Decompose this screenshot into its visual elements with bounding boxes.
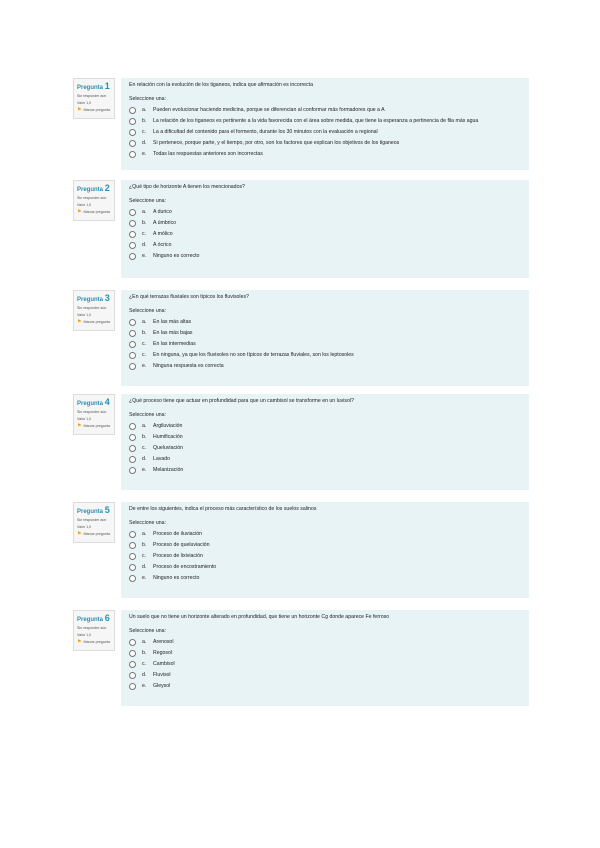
flag-question-link[interactable]: ⚑ Marcar pregunta (77, 423, 110, 430)
radio-button[interactable] (129, 231, 136, 238)
flag-icon: ⚑ (77, 639, 82, 646)
flag-question-link[interactable]: ⚑ Marcar pregunta (77, 209, 110, 216)
answer-option[interactable] (129, 423, 521, 430)
question-info (73, 394, 115, 435)
question-score: Valor 1,0 (77, 632, 92, 637)
option-text: Ninguna respuesta es correcta (153, 363, 224, 369)
answer-option[interactable] (129, 531, 521, 538)
question-status: Sin responder aún (77, 196, 107, 200)
option-text: En las más altas (153, 319, 192, 325)
option-letter: c. (142, 661, 147, 667)
option-text: Ninguno es correcto (153, 253, 200, 259)
option-letter: c. (142, 445, 147, 451)
radio-button[interactable] (129, 639, 136, 646)
question-text: En relación con la evolución de los tiganeos, indica que afirmación es incorrecta (129, 82, 313, 88)
question-score: Valor 1,0 (77, 416, 92, 421)
question-info (73, 290, 115, 331)
option-letter: e. (142, 253, 147, 259)
radio-button[interactable] (129, 363, 136, 370)
option-letter: d. (142, 456, 147, 462)
answer-option[interactable] (129, 107, 521, 114)
option-text: Proceso de iluviación (153, 531, 203, 537)
question-number: Pregunta 4 (77, 397, 110, 407)
option-letter: b. (142, 118, 147, 124)
answer-option[interactable] (129, 542, 521, 549)
question-number: Pregunta 2 (77, 183, 110, 193)
option-letter: b. (142, 220, 147, 226)
question-score: Valor 1,0 (77, 524, 92, 529)
option-text: En ninguna, ya que los fluvisoles no son típicos de terrazas fluviales, son los leptosoles (153, 352, 354, 358)
radio-button[interactable] (129, 253, 136, 260)
select-one-label: Seleccione una: (129, 412, 166, 418)
question-text: Un suelo que no tiene un horizonte alterado en profundidad, que tiene un horizonte Cg donde aparece Fe ferroso (129, 614, 390, 620)
radio-button[interactable] (129, 140, 136, 147)
question-body (121, 78, 529, 170)
answer-option[interactable] (129, 445, 521, 452)
flag-question-link[interactable]: ⚑ Marcar pregunta (77, 107, 110, 114)
option-text: Proceso de lixiviación (153, 553, 203, 559)
question-status: Sin responder aún (77, 306, 107, 310)
answer-option[interactable] (129, 319, 521, 326)
radio-button[interactable] (129, 107, 136, 114)
option-text: Fluvisol (153, 672, 171, 678)
select-one-label: Seleccione una: (129, 308, 166, 314)
option-letter: b. (142, 330, 147, 336)
question-body (121, 394, 529, 490)
option-letter: b. (142, 434, 147, 440)
option-letter: d. (142, 140, 147, 146)
option-letter: c. (142, 352, 147, 358)
option-letter: c. (142, 341, 147, 347)
question-score: Valor 1,0 (77, 202, 92, 207)
answer-option[interactable] (129, 140, 521, 147)
option-text: Proceso de queluviación (153, 542, 210, 548)
question-info (73, 180, 115, 221)
question-body (121, 502, 529, 598)
option-letter: a. (142, 531, 147, 537)
radio-button[interactable] (129, 553, 136, 560)
flag-icon: ⚑ (77, 423, 82, 430)
option-letter: d. (142, 672, 147, 678)
radio-button[interactable] (129, 672, 136, 679)
select-one-label: Seleccione una: (129, 96, 166, 102)
radio-button[interactable] (129, 575, 136, 582)
question-score: Valor 1,0 (77, 312, 92, 317)
question-number: Pregunta 5 (77, 505, 110, 515)
question-status: Sin responder aún (77, 626, 107, 630)
answer-option[interactable] (129, 129, 521, 136)
flag-question-link[interactable]: ⚑ Marcar pregunta (77, 531, 110, 538)
radio-button[interactable] (129, 151, 136, 158)
option-letter: d. (142, 242, 147, 248)
answer-option[interactable] (129, 151, 521, 158)
answer-option[interactable] (129, 661, 521, 668)
radio-button[interactable] (129, 531, 136, 538)
question-text: ¿Qué proceso tiene que actuar en profundidad para que un cambisol se transforme en un luvisol? (129, 398, 354, 404)
option-letter: a. (142, 639, 147, 645)
option-text: Ninguno es correcto (153, 575, 200, 581)
radio-button[interactable] (129, 683, 136, 690)
option-text: Pueden evolucionar haciendo medicina, porque se diferencian al conformar más formadores que a A (153, 107, 385, 113)
flag-icon: ⚑ (77, 319, 82, 326)
radio-button[interactable] (129, 209, 136, 216)
option-text: Queluviación (153, 445, 183, 451)
radio-button[interactable] (129, 330, 136, 337)
question-number: Pregunta 6 (77, 613, 110, 623)
answer-option[interactable] (129, 220, 521, 227)
flag-icon: ⚑ (77, 209, 82, 216)
question-text: De entre los siguientes, indica el proceso más característico de los suelos salinos (129, 506, 317, 512)
option-text: A úmbrico (153, 220, 177, 226)
radio-button[interactable] (129, 319, 136, 326)
option-text: En las más bajas (153, 330, 193, 336)
question-info (73, 502, 115, 543)
flag-icon: ⚑ (77, 107, 82, 114)
option-text: A durico (153, 209, 172, 215)
question-body (121, 180, 529, 278)
radio-button[interactable] (129, 456, 136, 463)
radio-button[interactable] (129, 118, 136, 125)
option-letter: a. (142, 209, 147, 215)
question-body (121, 290, 529, 386)
select-one-label: Seleccione una: (129, 628, 166, 634)
answer-option[interactable] (129, 253, 521, 260)
radio-button[interactable] (129, 542, 136, 549)
question-status: Sin responder aún (77, 94, 107, 98)
select-one-label: Seleccione una: (129, 520, 166, 526)
flag-icon: ⚑ (77, 531, 82, 538)
radio-button[interactable] (129, 650, 136, 657)
option-letter: c. (142, 129, 147, 135)
option-text: Melanización (153, 467, 184, 473)
option-letter: d. (142, 564, 147, 570)
option-letter: c. (142, 231, 147, 237)
option-text: Todas las respuestas anteriores son incorrectas (153, 151, 263, 157)
option-text: A mólico (153, 231, 173, 237)
option-text: La a dificultad del contenido para el formento, durante los 30 minutos con la evaluación a regional (153, 129, 378, 135)
option-text: Arenosol (153, 639, 174, 645)
answer-option[interactable] (129, 456, 521, 463)
radio-button[interactable] (129, 445, 136, 452)
option-letter: e. (142, 683, 147, 689)
question-body (121, 610, 529, 706)
answer-option[interactable] (129, 575, 521, 582)
radio-button[interactable] (129, 242, 136, 249)
radio-button[interactable] (129, 661, 136, 668)
question-info (73, 78, 115, 119)
option-text: A ócrico (153, 242, 172, 248)
answer-option[interactable] (129, 467, 521, 474)
option-text: Lavado (153, 456, 171, 462)
radio-button[interactable] (129, 129, 136, 136)
option-letter: c. (142, 553, 147, 559)
radio-button[interactable] (129, 220, 136, 227)
question-score: Valor 1,0 (77, 100, 92, 105)
flag-question-link[interactable]: ⚑ Marcar pregunta (77, 319, 110, 326)
question-info (73, 610, 115, 651)
question-number: Pregunta 1 (77, 81, 110, 91)
option-text: La relación de los tiganeos es pertinente a la vida favorecida con el área sobre medida, que tiene la esperanza a pertinencia de fila más agua (153, 118, 479, 124)
option-letter: e. (142, 151, 147, 157)
radio-button[interactable] (129, 423, 136, 430)
answer-option[interactable] (129, 363, 521, 370)
question-status: Sin responder aún (77, 518, 107, 522)
question-status: Sin responder aún (77, 410, 107, 414)
option-text: Si pertenece, porque parte, y el tiempo, por otro, son los factores que explican los objetivos de los tiganeos (153, 140, 400, 146)
option-text: Argiluviación (153, 423, 183, 429)
option-letter: e. (142, 467, 147, 473)
option-letter: e. (142, 363, 147, 369)
flag-question-link[interactable]: ⚑ Marcar pregunta (77, 639, 110, 646)
answer-option[interactable] (129, 231, 521, 238)
option-letter: a. (142, 107, 147, 113)
answer-option[interactable] (129, 683, 521, 690)
radio-button[interactable] (129, 564, 136, 571)
option-text: Humificación (153, 434, 183, 440)
option-text: En las intermedias (153, 341, 196, 347)
answer-option[interactable] (129, 639, 521, 646)
option-letter: b. (142, 650, 147, 656)
option-text: Cambisol (153, 661, 175, 667)
option-text: Regosol (153, 650, 173, 656)
answer-option[interactable] (129, 564, 521, 571)
answer-option[interactable] (129, 341, 521, 348)
answer-option[interactable] (129, 352, 521, 359)
answer-option[interactable] (129, 242, 521, 249)
option-text: Gleysol (153, 683, 171, 689)
answer-option[interactable] (129, 434, 521, 441)
question-text: ¿Qué tipo de horizonte A tienen los mencionados? (129, 184, 245, 190)
answer-option[interactable] (129, 118, 521, 125)
answer-option[interactable] (129, 553, 521, 560)
select-one-label: Seleccione una: (129, 198, 166, 204)
question-text: ¿En qué terrazas fluviales son típicos los fluvisoles? (129, 294, 249, 300)
radio-button[interactable] (129, 467, 136, 474)
answer-option[interactable] (129, 672, 521, 679)
option-letter: a. (142, 423, 147, 429)
answer-option[interactable] (129, 650, 521, 657)
radio-button[interactable] (129, 352, 136, 359)
question-number: Pregunta 3 (77, 293, 110, 303)
option-letter: a. (142, 319, 147, 325)
answer-option[interactable] (129, 209, 521, 216)
radio-button[interactable] (129, 341, 136, 348)
option-text: Proceso de encostramiento (153, 564, 217, 570)
option-letter: e. (142, 575, 147, 581)
radio-button[interactable] (129, 434, 136, 441)
option-letter: b. (142, 542, 147, 548)
answer-option[interactable] (129, 330, 521, 337)
